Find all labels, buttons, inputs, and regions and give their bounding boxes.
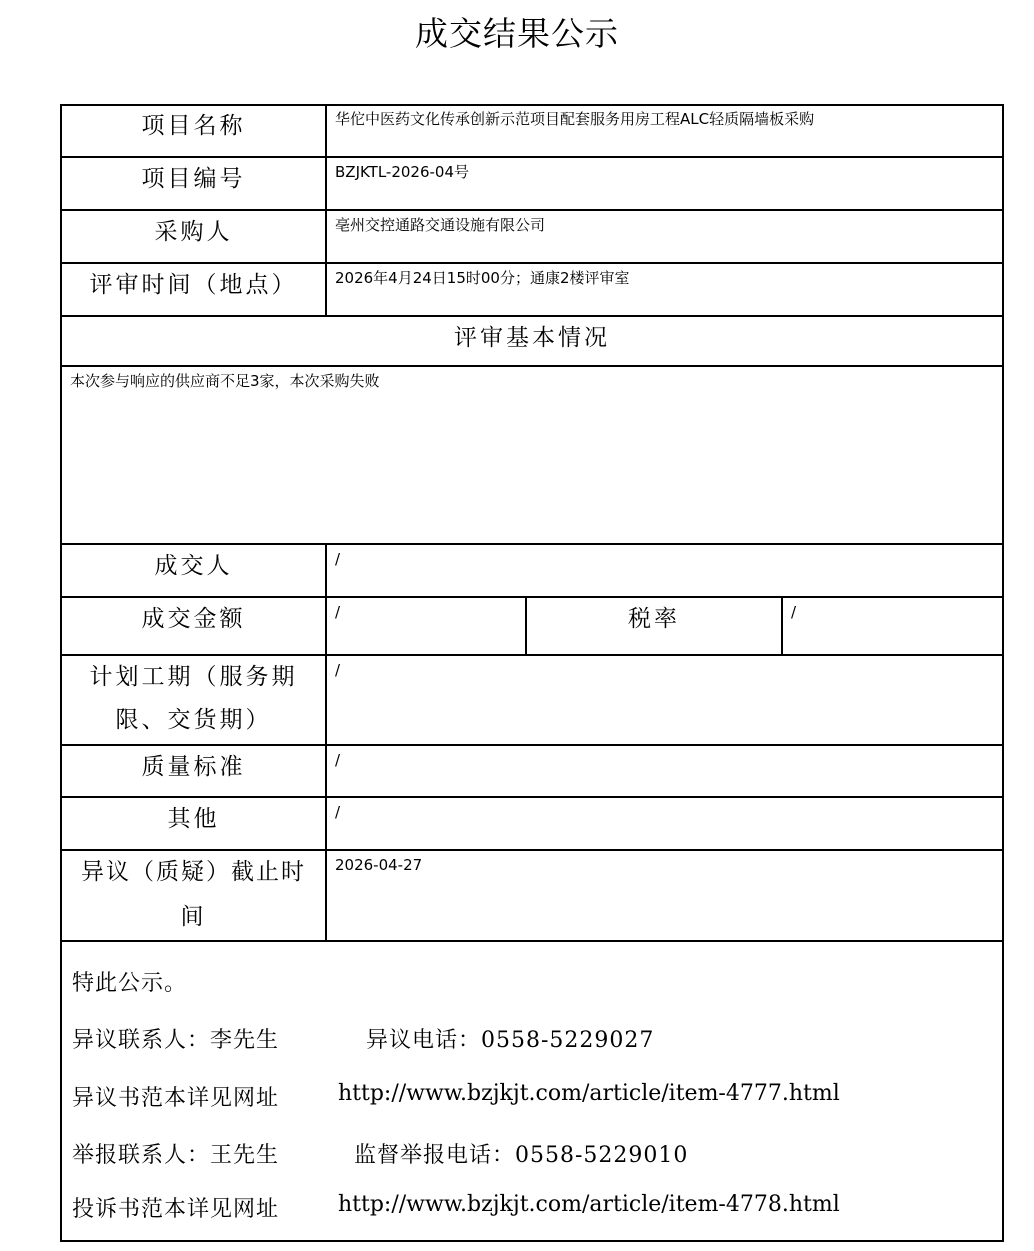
winner-label: 成交人 [154,553,233,579]
purchaser-label: 采购人 [154,219,233,245]
tax-rate-value: / [791,603,797,621]
objection-phone: 异议电话：0558-5229027 [366,1028,655,1053]
column-divider [781,596,783,655]
deadline-value: 2026-04-27 [335,856,423,874]
period-label-line2: 限、交货期） [115,707,272,733]
review-section-text: 本次参与响应的供应商不足3家，本次采购失败 [70,372,380,390]
deadline-label-line2: 间 [180,904,207,930]
column-divider [325,543,327,941]
page-title: 成交结果公示 [415,14,619,53]
winner-value: / [335,550,341,568]
purchaser-value: 亳州交控通路交通设施有限公司 [335,216,546,234]
report-contact: 举报联系人：王先生 [72,1143,280,1168]
period-value: / [335,661,341,679]
report-phone: 监督举报电话：0558-5229010 [354,1143,689,1168]
row-divider [60,365,1004,367]
project-name-value: 华佗中医药文化传承创新示范项目配套服务用房工程ALC轻质隔墙板采购 [335,110,815,128]
review-section-heading: 评审基本情况 [454,325,610,351]
complaint-template-label: 投诉书范本详见网址 [72,1197,280,1222]
amount-value: / [335,603,341,621]
other-value: / [335,803,341,821]
project-name-label: 项目名称 [141,113,246,139]
objection-template-url[interactable]: http://www.bzjkjt.com/article/item-4777.html [338,1081,840,1106]
project-no-label: 项目编号 [141,166,246,192]
objection-template-label: 异议书范本详见网址 [72,1086,280,1111]
complaint-template-url[interactable]: http://www.bzjkjt.com/article/item-4778.html [338,1192,840,1217]
row-divider [60,940,1004,942]
project-no-value: BZJKTL-2026-04号 [335,163,470,181]
deadline-label-line1: 异议（质疑）截止时 [81,859,306,885]
column-divider [325,104,327,316]
notice-text: 特此公示。 [72,971,188,996]
amount-label: 成交金额 [141,606,246,632]
other-label: 其他 [167,806,220,832]
quality-label: 质量标准 [141,754,246,780]
tax-rate-label: 税率 [628,606,680,632]
review-time-value: 2026年4月24日15时00分；通康2楼评审室 [335,269,630,287]
quality-value: / [335,751,341,769]
objection-contact: 异议联系人：李先生 [72,1028,280,1053]
period-label-line1: 计划工期（服务期 [89,664,298,690]
review-time-label: 评审时间（地点） [89,272,298,298]
